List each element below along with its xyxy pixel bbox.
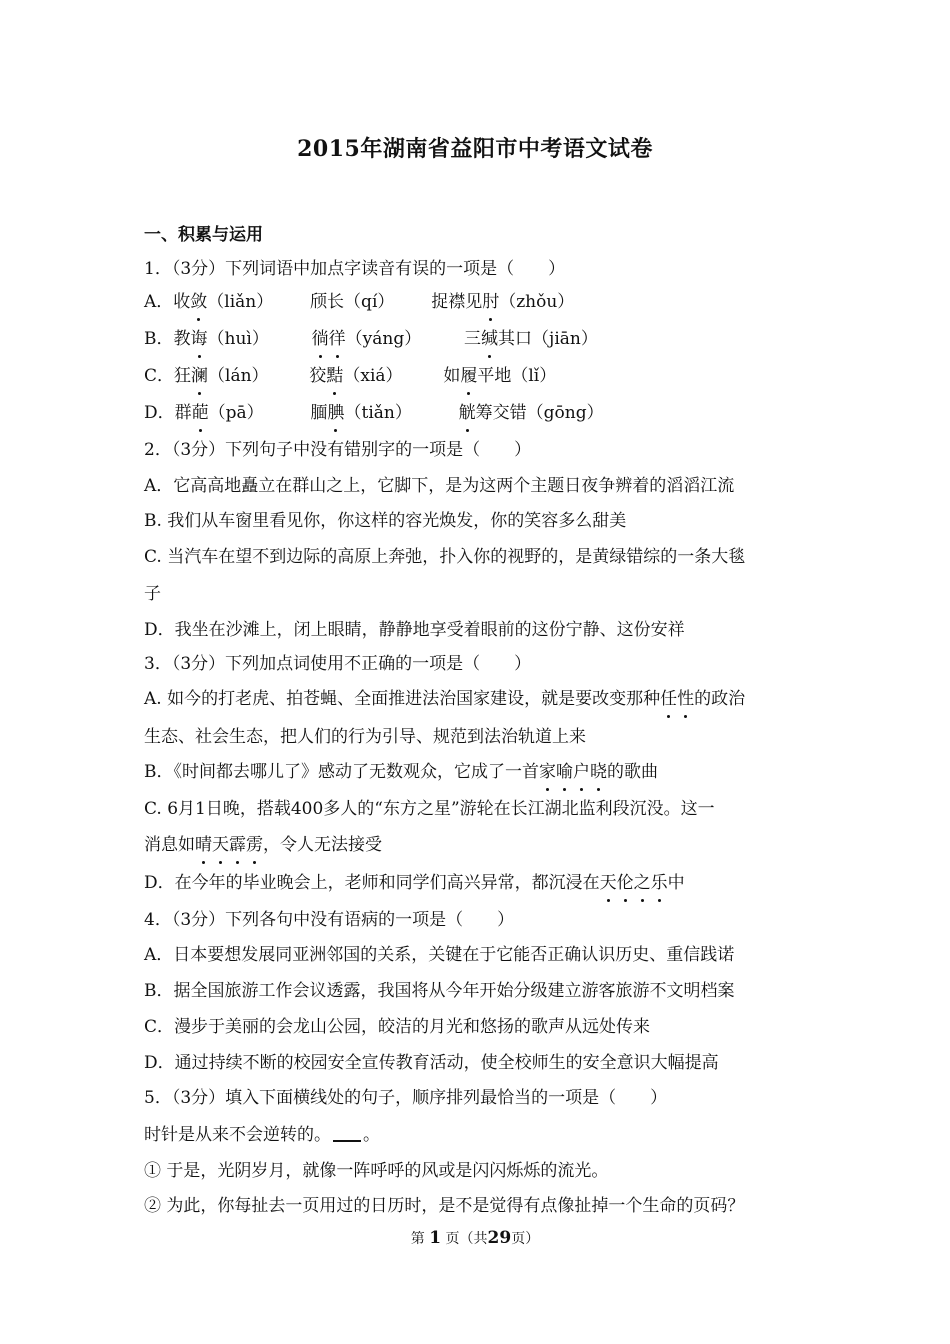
dotted-char: 天 <box>212 832 229 858</box>
question-2-option-d: D．我坐在沙滩上，闭上眼睛，静静地享受着眼前的这份宁静、这份安祥 <box>144 620 685 640</box>
dotted-char: 之 <box>634 870 651 896</box>
dotted-char: 霹 <box>229 832 246 858</box>
question-4-option-a: A．日本要想发展同亚洲邻国的关系，关键在于它能否正确认识历史、重信践诺 <box>144 945 735 965</box>
question-2-option-a: A．它高高地矗立在群山之上，它脚下，是为这两个主题日夜争辨着的滔滔江流 <box>144 476 735 496</box>
dotted-char: 天 <box>600 870 617 896</box>
dotted-char: 户 <box>573 759 590 785</box>
question-2-stem: 2．（3分）下列句子中没有错别字的一项是（ ） <box>144 440 532 460</box>
dotted-char: 腆 <box>327 400 344 426</box>
question-2-option-b: B. 我们从车窗里看见你，你这样的容光焕发，你的笑容多么甜美 <box>144 511 627 531</box>
question-4-option-d: D．通过持续不断的校园安全宣传教育活动，使全校师生的安全意识大幅提高 <box>144 1053 719 1073</box>
question-5-sentence-1: ① 于是，光阴岁月，就像一阵呼呼的风或是闪闪烁烁的流光。 <box>144 1161 609 1181</box>
dotted-char: 雳 <box>246 832 263 858</box>
dotted-char: 晴 <box>195 832 212 858</box>
question-2-option-c: C. 当汽车在望不到边际的高原上奔弛，扑入你的视野的，是黄绿错综的一条大毯 <box>144 547 746 567</box>
question-4-option-b: B．据全国旅游工作会议透露，我国将从今年开始分级建立游客旅游不文明档案 <box>144 981 735 1001</box>
dotted-char: 黠 <box>326 363 343 389</box>
dotted-char: 喻 <box>556 759 573 785</box>
question-3-stem: 3．（3分）下列加点词使用不正确的一项是（ ） <box>144 654 532 674</box>
dotted-char: 伦 <box>617 870 634 896</box>
dotted-char: 诲 <box>191 326 208 352</box>
dotted-char: 肘 <box>482 289 499 315</box>
question-1-stem: 1．（3分）下列词语中加点字读音有误的一项是（ ） <box>144 259 566 279</box>
question-3-option-c-cont: 消息如晴天霹雳，令人无法接受 <box>144 832 814 858</box>
section-heading: 一、积累与运用 <box>144 225 263 245</box>
dotted-char: 敛 <box>190 289 207 315</box>
question-5-stem: 5．（3分）填入下面横线处的句子，顺序排列最恰当的一项是（ ） <box>144 1088 668 1108</box>
question-1-option-d: D．群葩（pā） 腼腆（tiǎn） 觥筹交错（gōng） <box>144 400 814 426</box>
dotted-char: 徜 <box>312 326 329 352</box>
dotted-char: 觥 <box>459 400 476 426</box>
dotted-char: 性 <box>677 686 694 712</box>
dotted-char: 徉 <box>329 326 346 352</box>
answer-blank <box>333 1122 361 1142</box>
question-4-option-c: C．漫步于美丽的会龙山公园，皎洁的月光和悠扬的歌声从远处传来 <box>144 1017 651 1037</box>
dotted-char: 晓 <box>590 759 607 785</box>
question-2-option-c-cont: 子 <box>144 584 161 604</box>
question-3-option-c: C. 6月1日晚，搭载400多人的“东方之星”游轮在长江湖北监利段沉没。这一 <box>144 799 715 819</box>
question-3-option-a-cont: 生态、社会生态，把人们的行为引导、规范到法治轨道上来 <box>144 727 586 747</box>
page-number: 1 <box>429 1228 442 1248</box>
question-5-sentence-2: ② 为此，你每扯去一页用过的日历时，是不是觉得有点像扯掉一个生命的页码？ <box>144 1196 745 1216</box>
question-5-prompt: 时针是从来不会逆转的。 。 <box>144 1122 814 1148</box>
page-title: 2015年湖南省益阳市中考语文试卷 <box>297 136 653 162</box>
dotted-char: 澜 <box>191 363 208 389</box>
question-1-option-a: A．收敛（liǎn） 颀长（qí） 捉襟见肘（zhǒu） <box>144 289 814 315</box>
question-1-option-c: C．狂澜（lán） 狡黠（xiá） 如履平地（lǐ） <box>144 363 814 389</box>
dotted-char: 家 <box>539 759 556 785</box>
question-3-option-a: A. 如今的打老虎、拍苍蝇、全面推进法治国家建设，就是要改变那种任性的政治 <box>144 686 814 712</box>
question-3-option-d: D．在今年的毕业晚会上，老师和同学们高兴异常，都沉浸在天伦之乐中 <box>144 870 814 896</box>
dotted-char: 葩 <box>192 400 209 426</box>
dotted-char: 乐 <box>651 870 668 896</box>
question-1-option-b: B．教诲（huì） 徜徉（yáng） 三缄其口（jiān） <box>144 326 814 352</box>
dotted-char: 履 <box>460 363 477 389</box>
dotted-char: 缄 <box>481 326 498 352</box>
page-total: 29 <box>487 1228 512 1248</box>
dotted-char: 任 <box>660 686 677 712</box>
page-footer: 第 1 页（共29页） <box>410 1228 540 1248</box>
question-4-stem: 4．（3分）下列各句中没有语病的一项是（ ） <box>144 910 515 930</box>
question-3-option-b: B．《时间都去哪儿了》感动了无数观众，它成了一首家喻户晓的歌曲 <box>144 759 814 785</box>
